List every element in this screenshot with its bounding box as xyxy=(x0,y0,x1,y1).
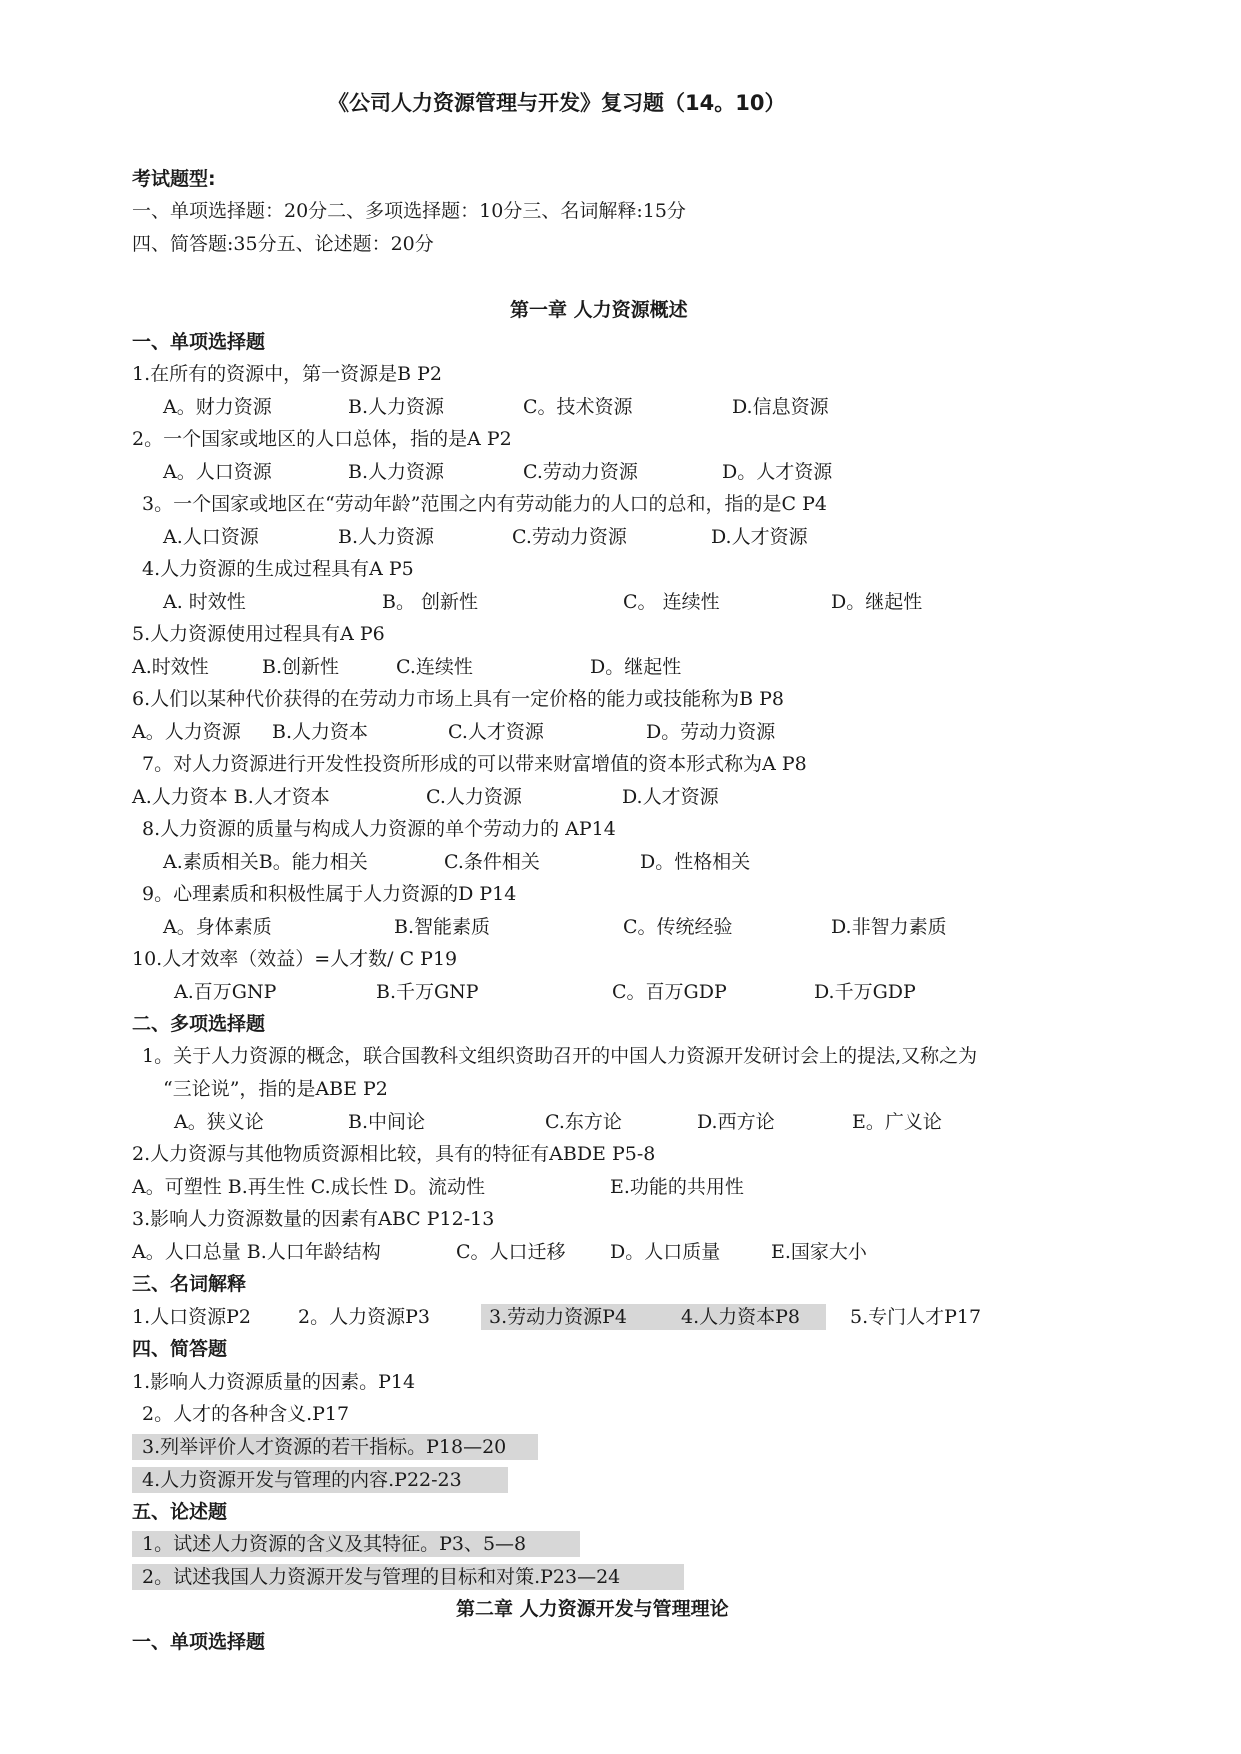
question-7-options xyxy=(0,784,1241,810)
essay-question-2: 2。试述我国人力资源开发与管理的目标和对策.P23—24 xyxy=(132,1564,684,1590)
exam-types-heading: 考试题型: xyxy=(132,168,216,190)
option: B.智能素质 xyxy=(394,916,491,938)
option: B.创新性 xyxy=(262,656,340,678)
exam-types-line-1: 一、单项选择题：20分二、多项选择题：10分三、名词解释:15分 xyxy=(132,200,686,222)
question-3-options xyxy=(0,524,1241,550)
option: C。百万GDP xyxy=(612,981,727,1003)
short-answer-3: 3.列举评价人才资源的若干指标。P18—20 xyxy=(132,1434,538,1460)
question-2-options xyxy=(0,459,1241,485)
option: B.人力资源 xyxy=(348,396,445,418)
question-7: 7。对人力资源进行开发性投资所形成的可以带来财富增值的资本形式称为A P8 xyxy=(142,753,807,775)
option: B.千万GNP xyxy=(376,981,479,1003)
question-10-options xyxy=(0,979,1241,1005)
option: C。人口迁移 xyxy=(456,1241,566,1263)
chapter-2-title: 第二章 人力资源开发与管理理论 xyxy=(456,1598,729,1620)
option: C.东方论 xyxy=(545,1111,622,1133)
option: C.劳动力资源 xyxy=(523,461,638,483)
question-10: 10.人才效率（效益）=人才数/ C P19 xyxy=(132,948,458,970)
option: D.千万GDP xyxy=(814,981,916,1003)
option: D.人才资源 xyxy=(622,786,719,808)
question-6: 6.人们以某种代价获得的在劳动力市场上具有一定价格的能力或技能称为B P8 xyxy=(132,688,785,710)
option: A.百万GNP xyxy=(174,981,277,1003)
section-multiple-choice: 二、多项选择题 xyxy=(132,1013,266,1035)
document-title: 《公司人力资源管理与开发》复习题（14。10） xyxy=(328,91,786,115)
option: B.人力资源 xyxy=(348,461,445,483)
section-essay: 五、论述题 xyxy=(132,1501,228,1523)
option: A。身体素质 xyxy=(163,916,272,938)
term-item: 4.人力资本P8 xyxy=(681,1306,801,1328)
question-4-options xyxy=(0,589,1241,615)
chapter-1-title: 第一章 人力资源概述 xyxy=(510,299,688,321)
option: E。广义论 xyxy=(852,1111,942,1133)
option: C.人力资源 xyxy=(426,786,522,808)
option: D.西方论 xyxy=(697,1111,775,1133)
option: D.非智力素质 xyxy=(831,916,947,938)
option: C.条件相关 xyxy=(444,851,540,873)
term-item: 3.劳动力资源P4 xyxy=(489,1306,628,1328)
question-8: 8.人力资源的质量与构成人力资源的单个劳动力的 AP14 xyxy=(142,818,616,840)
section-short-answer: 四、简答题 xyxy=(132,1338,228,1360)
option: D。人才资源 xyxy=(722,461,833,483)
option: A. 时效性 xyxy=(163,591,246,613)
question-5-options xyxy=(0,654,1241,680)
option: D.信息资源 xyxy=(732,396,829,418)
question-1: 1.在所有的资源中，第一资源是B P2 xyxy=(132,363,443,385)
option: A。人口资源 xyxy=(163,461,272,483)
question-8-options xyxy=(0,849,1241,875)
option: A.素质相关B。能力相关 xyxy=(163,851,368,873)
multi-question-1-options xyxy=(0,1109,1241,1135)
option: D。劳动力资源 xyxy=(646,721,776,743)
option: D。继起性 xyxy=(831,591,923,613)
option: D。性格相关 xyxy=(640,851,751,873)
term-item-highlighted xyxy=(481,1304,826,1330)
option: B.人力资本 xyxy=(272,721,369,743)
option: E.功能的共用性 xyxy=(610,1176,744,1198)
option: D.人才资源 xyxy=(711,526,808,548)
option: A.人口资源 xyxy=(163,526,259,548)
option: E.国家大小 xyxy=(771,1241,867,1263)
section-single-choice: 一、单项选择题 xyxy=(132,331,266,353)
option: D。人口质量 xyxy=(610,1241,721,1263)
question-9: 9。心理素质和积极性属于人力资源的D P14 xyxy=(142,883,517,905)
exam-types-line-2: 四、简答题:35分五、论述题：20分 xyxy=(132,233,434,255)
question-2: 2。一个国家或地区的人口总体，指的是A P2 xyxy=(132,428,512,450)
option: A.人力资本 B.人才资本 xyxy=(132,786,330,808)
question-1-options xyxy=(0,394,1241,420)
question-6-options xyxy=(0,719,1241,745)
multi-question-3-options xyxy=(0,1239,1241,1265)
option: C.连续性 xyxy=(396,656,473,678)
option: A。狭义论 xyxy=(174,1111,264,1133)
question-5: 5.人力资源使用过程具有A P6 xyxy=(132,623,385,645)
term-item: 1.人口资源P2 xyxy=(132,1306,252,1328)
option: B.中间论 xyxy=(348,1111,426,1133)
chapter-2-section-single-choice: 一、单项选择题 xyxy=(132,1631,266,1653)
term-list xyxy=(0,1304,1241,1330)
option: C。 连续性 xyxy=(623,591,720,613)
term-item: 2。人力资源P3 xyxy=(298,1306,430,1328)
multi-question-1-line-1: 1。关于人力资源的概念，联合国教科文组织资助召开的中国人力资源开发研讨会上的提法,又称之为 xyxy=(142,1045,978,1067)
essay-question-1: 1。试述人力资源的含义及其特征。P3、5—8 xyxy=(132,1531,580,1557)
multi-question-2: 2.人力资源与其他物质资源相比较，具有的特征有ABDE P5-8 xyxy=(132,1143,656,1165)
option: B.人力资源 xyxy=(338,526,435,548)
option: C.人才资源 xyxy=(448,721,544,743)
option: A。人力资源 xyxy=(132,721,241,743)
option: A。可塑性 B.再生性 C.成长性 D。流动性 xyxy=(132,1176,485,1198)
section-term-definitions: 三、名词解释 xyxy=(132,1273,247,1295)
option: D。继起性 xyxy=(590,656,682,678)
option: A.时效性 xyxy=(132,656,209,678)
option: B。 创新性 xyxy=(382,591,479,613)
option: C。传统经验 xyxy=(623,916,733,938)
option: C。技术资源 xyxy=(523,396,633,418)
question-4: 4.人力资源的生成过程具有A P5 xyxy=(142,558,414,580)
short-answer-2: 2。人才的各种含义.P17 xyxy=(142,1403,350,1425)
option: C.劳动力资源 xyxy=(512,526,627,548)
option: A。人口总量 B.人口年龄结构 xyxy=(132,1241,381,1263)
short-answer-4: 4.人力资源开发与管理的内容.P22-23 xyxy=(132,1467,508,1493)
multi-question-2-options xyxy=(0,1174,1241,1200)
term-item: 5.专门人才P17 xyxy=(850,1306,982,1328)
multi-question-1-line-2: “三论说”，指的是ABE P2 xyxy=(163,1078,388,1100)
question-3: 3。一个国家或地区在“劳动年龄”范围之内有劳动能力的人口的总和，指的是C P4 xyxy=(142,493,827,515)
question-9-options xyxy=(0,914,1241,940)
multi-question-3: 3.影响人力资源数量的因素有ABC P12-13 xyxy=(132,1208,495,1230)
option: A。财力资源 xyxy=(163,396,272,418)
short-answer-1: 1.影响人力资源质量的因素。P14 xyxy=(132,1371,416,1393)
